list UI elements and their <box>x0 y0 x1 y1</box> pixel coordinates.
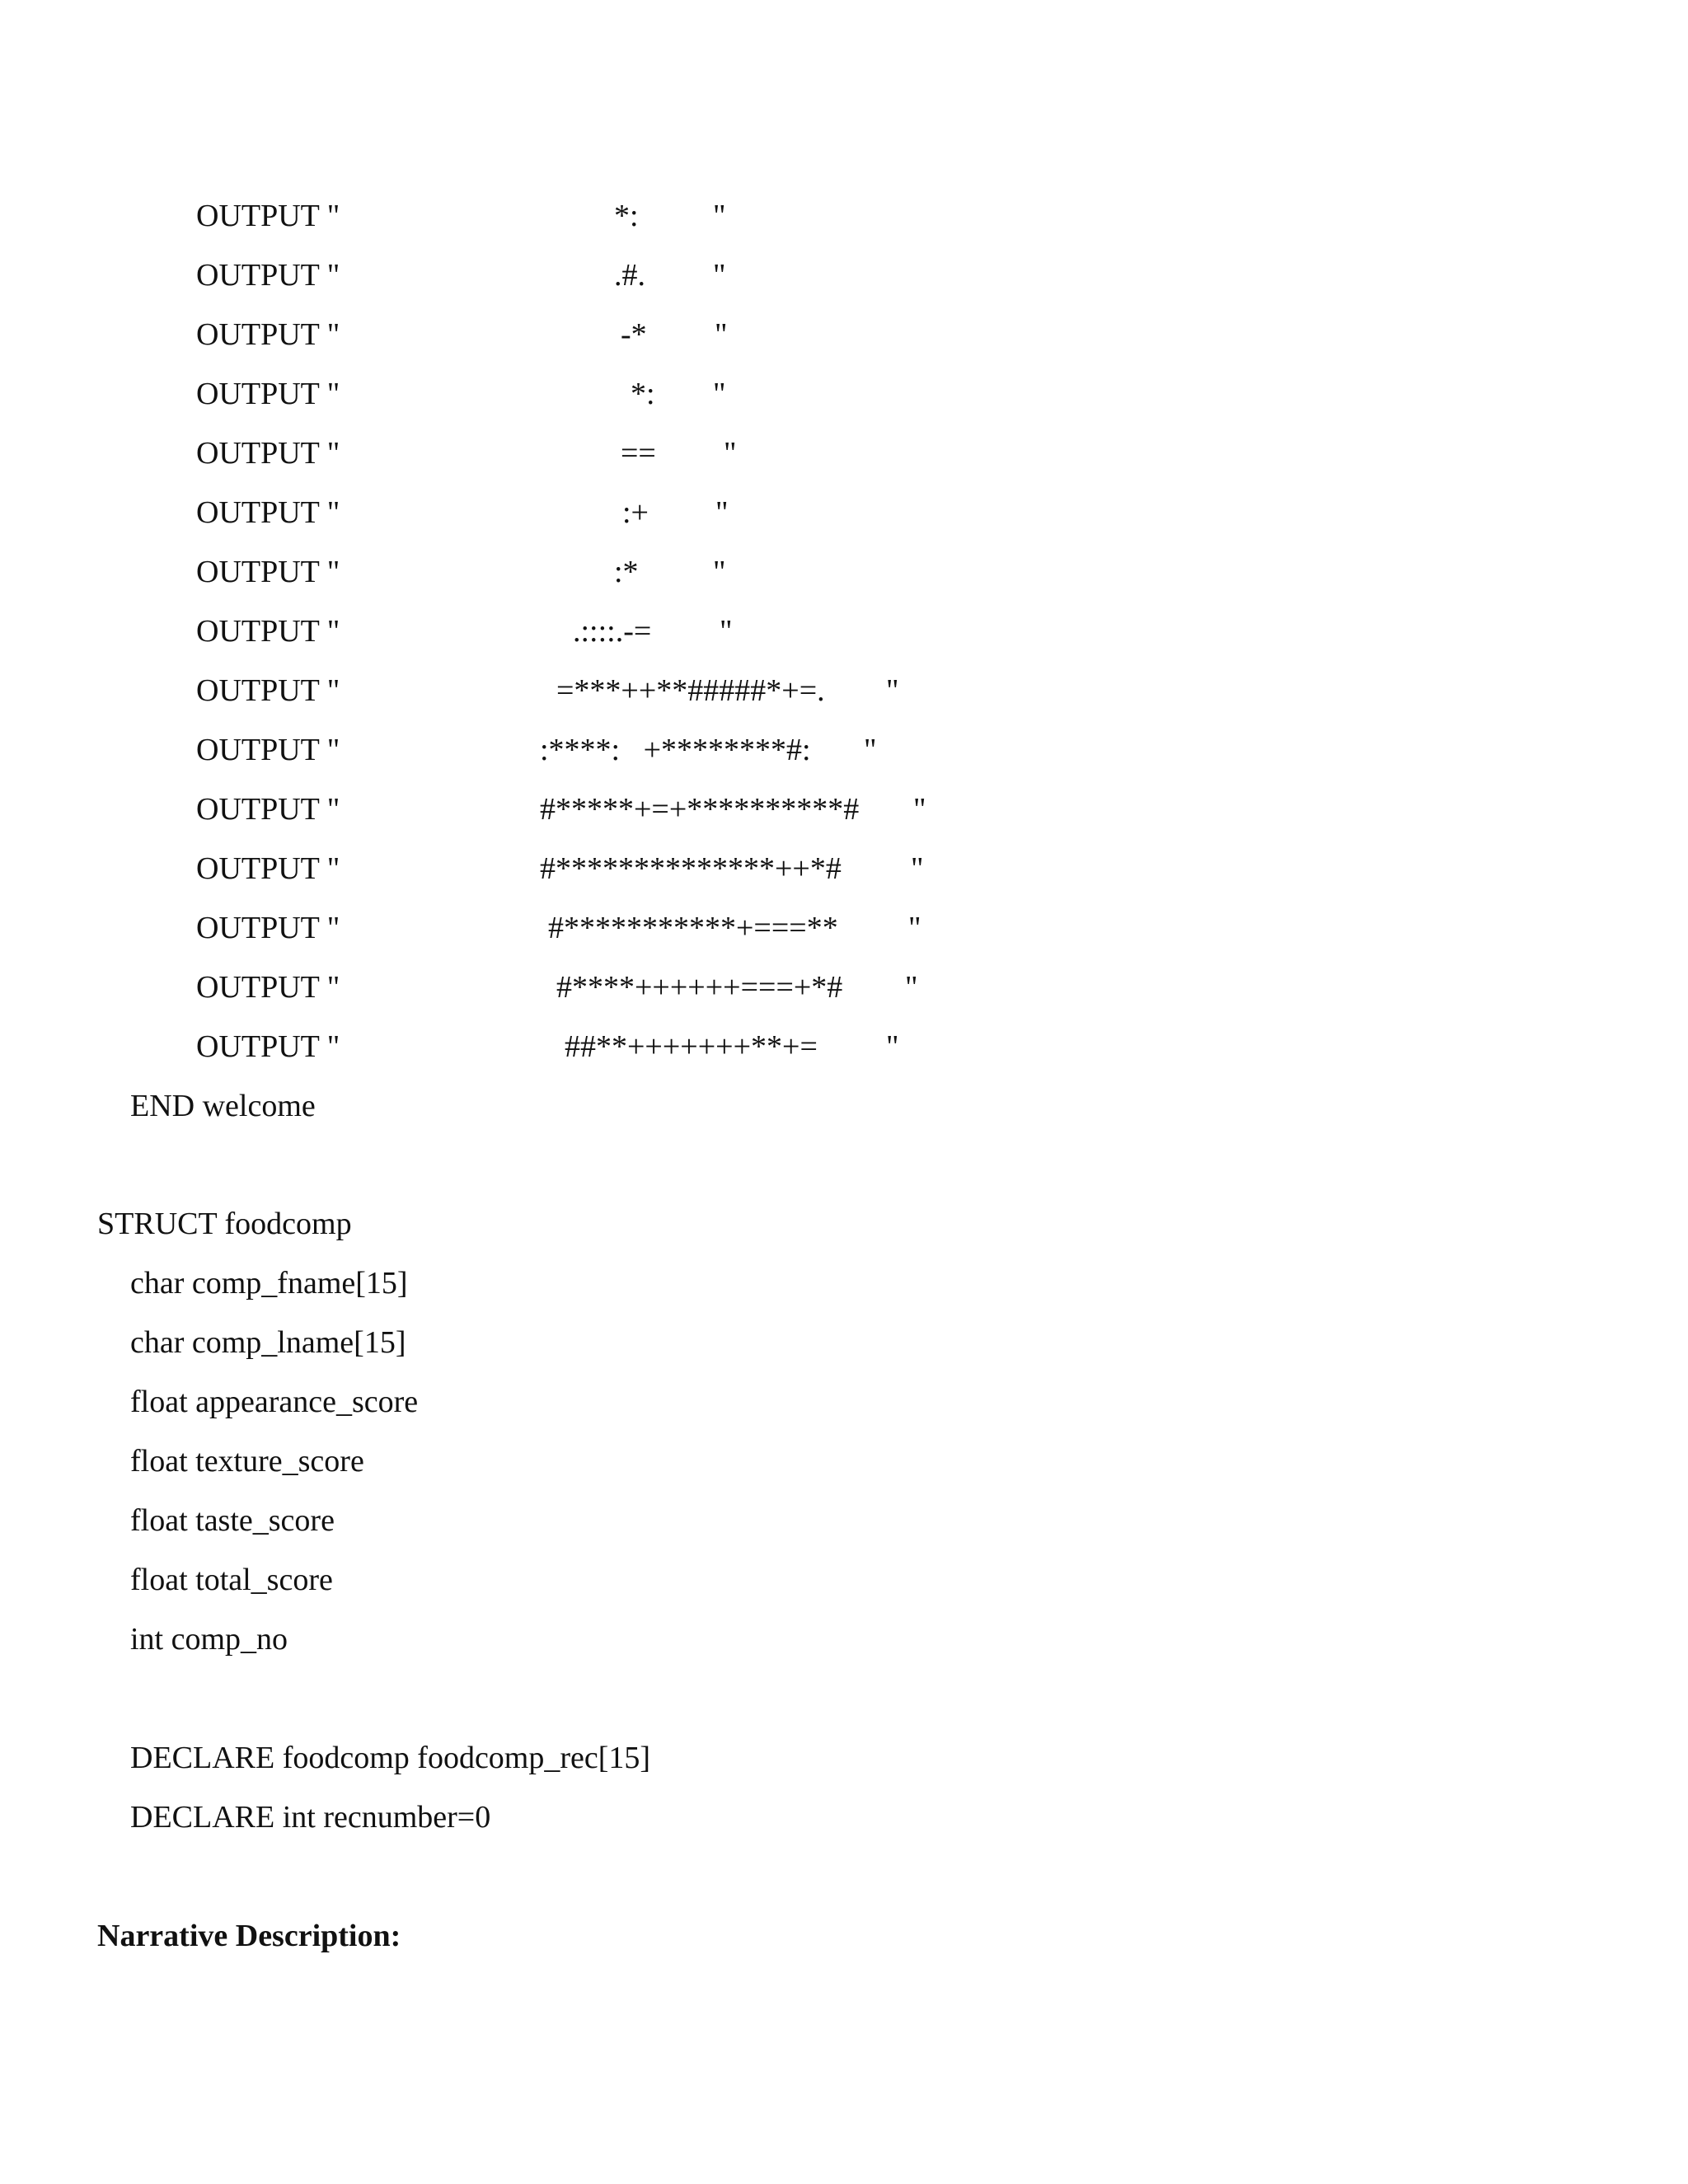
struct-field: float appearance_score <box>130 1385 419 1419</box>
ascii-art-fragment: #****++++++===+*# <box>556 970 843 1005</box>
closing-quote: " <box>886 1029 899 1064</box>
ascii-art-fragment: *: <box>614 199 639 233</box>
closing-quote: " <box>715 317 728 352</box>
ascii-art-fragment: :* <box>614 555 639 589</box>
closing-quote: " <box>720 614 733 649</box>
output-keyword: OUTPUT " <box>196 436 340 471</box>
closing-quote: " <box>864 733 877 767</box>
ascii-art-fragment: #*****+=+**********# <box>540 792 860 827</box>
declare-line: DECLARE int recnumber=0 <box>130 1800 491 1835</box>
closing-quote: " <box>911 851 924 886</box>
output-keyword: OUTPUT " <box>196 614 340 649</box>
output-keyword: OUTPUT " <box>196 555 340 589</box>
ascii-art-fragment: #***********+===** <box>548 911 838 945</box>
end-welcome-line: END welcome <box>130 1089 316 1123</box>
output-keyword: OUTPUT " <box>196 317 340 352</box>
ascii-art-fragment: .#. <box>614 258 645 293</box>
struct-field: char comp_fname[15] <box>130 1266 408 1301</box>
closing-quote: " <box>713 555 726 589</box>
struct-field: float texture_score <box>130 1444 364 1479</box>
ascii-art-fragment: ##**+++++++**+= <box>565 1029 818 1064</box>
output-keyword: OUTPUT " <box>196 851 340 886</box>
closing-quote: " <box>724 436 737 471</box>
ascii-art-fragment: :****: +********#: <box>540 733 811 767</box>
struct-field: float taste_score <box>130 1503 335 1538</box>
output-keyword: OUTPUT " <box>196 199 340 233</box>
output-keyword: OUTPUT " <box>196 911 340 945</box>
struct-field: char comp_lname[15] <box>130 1325 406 1360</box>
output-keyword: OUTPUT " <box>196 792 340 827</box>
ascii-art-fragment: #**************++*# <box>540 851 842 886</box>
ascii-art-fragment: =***++**#####*+=. <box>556 673 825 708</box>
ascii-art-fragment: == <box>621 436 656 471</box>
output-keyword: OUTPUT " <box>196 970 340 1005</box>
output-keyword: OUTPUT " <box>196 1029 340 1064</box>
closing-quote: " <box>713 377 726 411</box>
ascii-art-fragment: .::::.-= <box>573 614 652 649</box>
closing-quote: " <box>908 911 921 945</box>
closing-quote: " <box>886 673 899 708</box>
closing-quote: " <box>905 970 918 1005</box>
struct-field: int comp_no <box>130 1622 288 1657</box>
section-heading: Narrative Description: <box>97 1919 401 1953</box>
ascii-art-fragment: *: <box>631 377 655 411</box>
struct-field: float total_score <box>130 1563 333 1597</box>
closing-quote: " <box>715 495 729 530</box>
output-keyword: OUTPUT " <box>196 733 340 767</box>
output-keyword: OUTPUT " <box>196 258 340 293</box>
closing-quote: " <box>713 199 726 233</box>
ascii-art-fragment: -* <box>621 317 647 352</box>
struct-header: STRUCT foodcomp <box>97 1207 352 1241</box>
closing-quote: " <box>913 792 926 827</box>
closing-quote: " <box>713 258 726 293</box>
ascii-art-fragment: :+ <box>622 495 649 530</box>
output-keyword: OUTPUT " <box>196 377 340 411</box>
output-keyword: OUTPUT " <box>196 495 340 530</box>
declare-line: DECLARE foodcomp foodcomp_rec[15] <box>130 1741 651 1775</box>
output-keyword: OUTPUT " <box>196 673 340 708</box>
